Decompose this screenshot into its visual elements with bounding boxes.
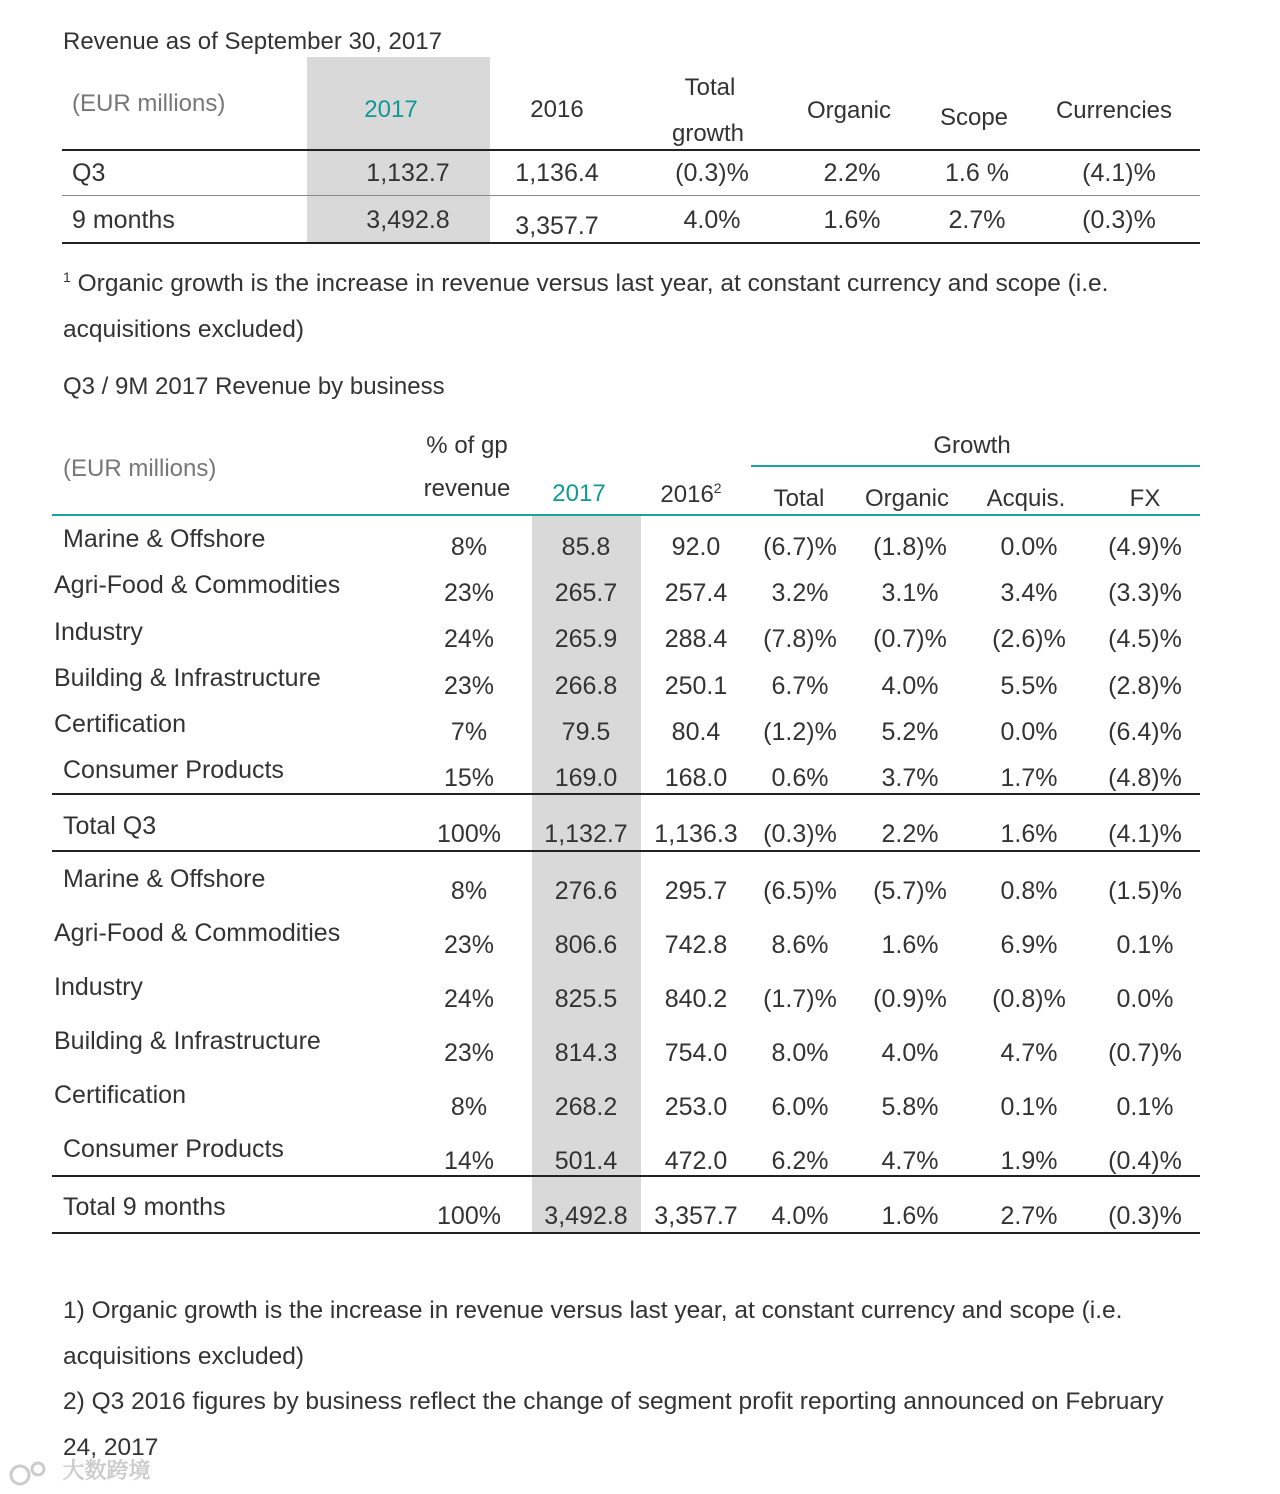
table2-q3-cell: 3.1% bbox=[881, 579, 939, 607]
table2-header-pct-2: revenue bbox=[423, 475, 511, 502]
table2-q3-row-label: Agri-Food & Commodities bbox=[54, 571, 341, 599]
table1-q3-currencies: (4.1)% bbox=[1082, 159, 1156, 187]
table1-9m-scope: 2.7% bbox=[948, 206, 1006, 234]
table2-q3-cell: 169.0 bbox=[554, 764, 618, 792]
table2-header-2016 bbox=[660, 480, 721, 509]
table2-q3-cell: 265.9 bbox=[554, 625, 618, 653]
table1-header-2016: 2016 bbox=[530, 96, 584, 123]
table2-total-9m-label: Total 9 months bbox=[63, 1193, 226, 1221]
table2-9m-cell: 23% bbox=[443, 1039, 495, 1067]
table2-q3-cell: 15% bbox=[443, 764, 495, 792]
table2-9m-cell: 806.6 bbox=[554, 931, 618, 959]
table2-9m-cell: 4.0% bbox=[881, 1039, 939, 1067]
table2-header-2017: 2017 bbox=[552, 480, 606, 507]
table2-9m-cell: 6.2% bbox=[771, 1147, 829, 1175]
table2-9m-rule bbox=[52, 1175, 1200, 1177]
table2-total-q3-rule bbox=[52, 850, 1200, 852]
table2-2017-column-shade bbox=[532, 515, 641, 1233]
watermark-logo-icon bbox=[8, 1460, 58, 1488]
table2-9m-cell: (0.8)% bbox=[992, 985, 1066, 1013]
table2-q3-row-label: Certification bbox=[54, 710, 186, 738]
table1-9m-organic: 1.6% bbox=[823, 206, 881, 234]
table2-9m-cell: 1.6% bbox=[881, 931, 939, 959]
table2-9m-cell: (6.5)% bbox=[763, 877, 837, 905]
table2-9m-cell: 0.0% bbox=[1116, 985, 1174, 1013]
table2-total-9m-cell: 3,357.7 bbox=[654, 1202, 738, 1230]
table1-bottom-rule bbox=[62, 242, 1200, 244]
table2-bottom-rule bbox=[52, 1232, 1200, 1234]
table2-9m-cell: 742.8 bbox=[664, 931, 728, 959]
table2-q3-cell: 4.0% bbox=[881, 672, 939, 700]
table2-9m-cell: 4.7% bbox=[881, 1147, 939, 1175]
table2-header-acquis: Acquis. bbox=[986, 485, 1066, 512]
table2-9m-cell: 472.0 bbox=[664, 1147, 728, 1175]
table1-row-divider bbox=[62, 195, 1200, 196]
table2-9m-cell: 24% bbox=[443, 985, 495, 1013]
table2-q3-cell: 257.4 bbox=[664, 579, 728, 607]
table2-9m-cell: 0.1% bbox=[1116, 931, 1174, 959]
table1-footnote-mark: 1 bbox=[63, 269, 71, 285]
table1-header-organic: Organic bbox=[806, 97, 892, 124]
table2-q3-row-label: Industry bbox=[54, 618, 143, 646]
table2-9m-cell: 0.1% bbox=[1000, 1093, 1058, 1121]
table2-growth-rule bbox=[751, 465, 1200, 467]
table2-q3-row-label: Consumer Products bbox=[63, 756, 284, 784]
table2-total-9m-cell: 2.7% bbox=[1000, 1202, 1058, 1230]
table2-q3-cell: (1.2)% bbox=[763, 718, 837, 746]
table1-row-label-q3: Q3 bbox=[72, 159, 106, 187]
table1-9m-2016: 3,357.7 bbox=[515, 212, 599, 240]
table2-q3-cell: 92.0 bbox=[671, 533, 721, 561]
table2-q3-cell: (2.8)% bbox=[1108, 672, 1182, 700]
table1-q3-2017: 1,132.7 bbox=[366, 159, 450, 187]
table1-header-growth: growth bbox=[671, 120, 745, 147]
table2-total-q3-cell: 1.6% bbox=[1000, 820, 1058, 848]
table2-9m-cell: 5.8% bbox=[881, 1093, 939, 1121]
table2-q3-row-label: Marine & Offshore bbox=[63, 525, 266, 553]
table2-total-q3-cell: 1,132.7 bbox=[544, 820, 628, 848]
table2-q3-cell: 0.0% bbox=[1000, 533, 1058, 561]
table2-header-organic: Organic bbox=[864, 485, 950, 512]
table2-q3-cell: (4.8)% bbox=[1108, 764, 1182, 792]
table2-9m-cell: (0.4)% bbox=[1108, 1147, 1182, 1175]
table2-9m-cell: 6.0% bbox=[771, 1093, 829, 1121]
table2-total-q3-cell: (4.1)% bbox=[1108, 820, 1182, 848]
table2-total-9m-cell: (0.3)% bbox=[1108, 1202, 1182, 1230]
table1-q3-organic: 2.2% bbox=[823, 159, 881, 187]
table2-q3-cell: (2.6)% bbox=[992, 625, 1066, 653]
table1-header-scope: Scope bbox=[939, 104, 1009, 131]
table2-q3-cell: (4.5)% bbox=[1108, 625, 1182, 653]
table2-9m-cell: 23% bbox=[443, 931, 495, 959]
table2-9m-cell: 501.4 bbox=[554, 1147, 618, 1175]
table2-q3-cell: 0.6% bbox=[771, 764, 829, 792]
table1-9m-total-growth: 4.0% bbox=[683, 206, 741, 234]
table1-footnote bbox=[63, 254, 1193, 353]
table2-9m-cell: (0.9)% bbox=[873, 985, 947, 1013]
table2-header-growth: Growth bbox=[933, 432, 1011, 459]
table2-total-q3-label: Total Q3 bbox=[63, 812, 157, 840]
table2-9m-cell: 814.3 bbox=[554, 1039, 618, 1067]
table2-9m-cell: 0.8% bbox=[1000, 877, 1058, 905]
table2-header-total: Total bbox=[773, 485, 825, 512]
table2-q3-cell: 7% bbox=[450, 718, 488, 746]
table1-header-total: Total bbox=[684, 74, 736, 101]
table2-q3-cell: (4.9)% bbox=[1108, 533, 1182, 561]
footnote-2: 2) Q3 2016 figures by business reflect the change of segment profit reporting announced on February 24, 2017 bbox=[63, 1388, 1164, 1461]
table1-title: Revenue as of September 30, 2017 bbox=[63, 28, 442, 55]
table2-total-9m-cell: 3,492.8 bbox=[544, 1202, 628, 1230]
table2-q3-cell: 288.4 bbox=[664, 625, 728, 653]
table1-q3-2016: 1,136.4 bbox=[515, 159, 599, 187]
table2-9m-cell: 754.0 bbox=[664, 1039, 728, 1067]
table2-total-9m-cell: 100% bbox=[437, 1202, 501, 1230]
table2-header-rule bbox=[52, 514, 1200, 516]
table1-header-currencies: Currencies bbox=[1055, 97, 1173, 124]
watermark-text: 大数跨境 bbox=[62, 1458, 151, 1483]
table2-q3-cell: 85.8 bbox=[561, 533, 611, 561]
table2-q3-rule bbox=[52, 793, 1200, 795]
table2-9m-cell: (1.5)% bbox=[1108, 877, 1182, 905]
table2-header-2016-sup: 2 bbox=[713, 480, 722, 496]
table1-unit-label: (EUR millions) bbox=[72, 90, 226, 117]
table2-title: Q3 / 9M 2017 Revenue by business bbox=[63, 373, 445, 400]
table2-total-q3-cell: 100% bbox=[437, 820, 501, 848]
table2-9m-row-label: Consumer Products bbox=[63, 1135, 284, 1163]
table2-q3-cell: 5.2% bbox=[881, 718, 939, 746]
table1-row-label-9months: 9 months bbox=[72, 206, 175, 234]
table2-q3-cell: (1.8)% bbox=[873, 533, 947, 561]
footnote-1: 1) Organic growth is the increase in revenue versus last year, at constant currency and scope (i.e. acquisitions excluded) bbox=[63, 1297, 1123, 1370]
table2-9m-row-label: Certification bbox=[54, 1081, 186, 1109]
table2-q3-cell: 80.4 bbox=[671, 718, 721, 746]
table2-total-q3-cell: (0.3)% bbox=[763, 820, 837, 848]
table2-9m-cell: 8.0% bbox=[771, 1039, 829, 1067]
table2-9m-row-label: Marine & Offshore bbox=[63, 865, 266, 893]
table1-header-2017: 2017 bbox=[364, 96, 418, 123]
table2-unit-label: (EUR millions) bbox=[63, 455, 217, 482]
table2-9m-cell: 4.7% bbox=[1000, 1039, 1058, 1067]
table1-q3-scope: 1.6 % bbox=[945, 159, 1009, 187]
table2-9m-row-label: Agri-Food & Commodities bbox=[54, 919, 341, 947]
table1-9m-currencies: (0.3)% bbox=[1082, 206, 1156, 234]
table2-q3-cell: 23% bbox=[443, 672, 495, 700]
table2-q3-cell: 5.5% bbox=[1000, 672, 1058, 700]
table2-q3-cell: 265.7 bbox=[554, 579, 618, 607]
table2-header-pct-1: % of gp bbox=[426, 432, 508, 459]
table2-9m-cell: (1.7)% bbox=[763, 985, 837, 1013]
table2-q3-row-label: Building & Infrastructure bbox=[54, 664, 321, 692]
table2-q3-cell: (0.7)% bbox=[873, 625, 947, 653]
table2-q3-cell: 1.7% bbox=[1000, 764, 1058, 792]
table2-9m-cell: 1.9% bbox=[1000, 1147, 1058, 1175]
table2-9m-cell: (5.7)% bbox=[873, 877, 947, 905]
table2-9m-cell: 8% bbox=[450, 1093, 488, 1121]
table2-9m-cell: (0.7)% bbox=[1108, 1039, 1182, 1067]
table2-q3-cell: (6.4)% bbox=[1108, 718, 1182, 746]
table2-q3-cell: 3.4% bbox=[1000, 579, 1058, 607]
table2-q3-cell: 3.7% bbox=[881, 764, 939, 792]
table2-9m-cell: 840.2 bbox=[664, 985, 728, 1013]
table2-9m-cell: 14% bbox=[443, 1147, 495, 1175]
table2-q3-cell: 0.0% bbox=[1000, 718, 1058, 746]
table1-footnote-text: Organic growth is the increase in revenue versus last year, at constant currency and scope (i.e. acquisitions excluded) bbox=[63, 270, 1109, 344]
table2-9m-cell: 276.6 bbox=[554, 877, 618, 905]
table2-q3-cell: 266.8 bbox=[554, 672, 618, 700]
table2-9m-cell: 0.1% bbox=[1116, 1093, 1174, 1121]
table2-9m-cell: 295.7 bbox=[664, 877, 728, 905]
table2-9m-cell: 253.0 bbox=[664, 1093, 728, 1121]
table2-q3-cell: (7.8)% bbox=[763, 625, 837, 653]
table2-q3-cell: (3.3)% bbox=[1108, 579, 1182, 607]
table1-q3-total-growth: (0.3)% bbox=[675, 159, 749, 187]
table2-total-9m-cell: 4.0% bbox=[771, 1202, 829, 1230]
table1-header-rule bbox=[62, 149, 1200, 151]
table2-q3-cell: 79.5 bbox=[561, 718, 611, 746]
table2-q3-cell: 23% bbox=[443, 579, 495, 607]
table2-q3-cell: 250.1 bbox=[664, 672, 728, 700]
table1-9m-2017: 3,492.8 bbox=[366, 206, 450, 234]
table2-q3-cell: 168.0 bbox=[664, 764, 728, 792]
table2-total-q3-cell: 2.2% bbox=[881, 820, 939, 848]
table2-9m-row-label: Industry bbox=[54, 973, 143, 1001]
table2-9m-cell: 8% bbox=[450, 877, 488, 905]
table2-total-q3-cell: 1,136.3 bbox=[654, 820, 738, 848]
watermark bbox=[8, 1454, 150, 1488]
table2-9m-row-label: Building & Infrastructure bbox=[54, 1027, 321, 1055]
table2-q3-cell: 3.2% bbox=[771, 579, 829, 607]
table2-9m-cell: 268.2 bbox=[554, 1093, 618, 1121]
table2-total-9m-cell: 1.6% bbox=[881, 1202, 939, 1230]
table2-q3-cell: 24% bbox=[443, 625, 495, 653]
table2-9m-cell: 825.5 bbox=[554, 985, 618, 1013]
table2-9m-cell: 6.9% bbox=[1000, 931, 1058, 959]
table2-header-fx: FX bbox=[1129, 485, 1161, 512]
table2-9m-cell: 8.6% bbox=[771, 931, 829, 959]
table2-q3-cell: 8% bbox=[450, 533, 488, 561]
table2-header-2016-text: 2016 bbox=[660, 481, 714, 508]
table2-q3-cell: 6.7% bbox=[771, 672, 829, 700]
table2-q3-cell: (6.7)% bbox=[763, 533, 837, 561]
